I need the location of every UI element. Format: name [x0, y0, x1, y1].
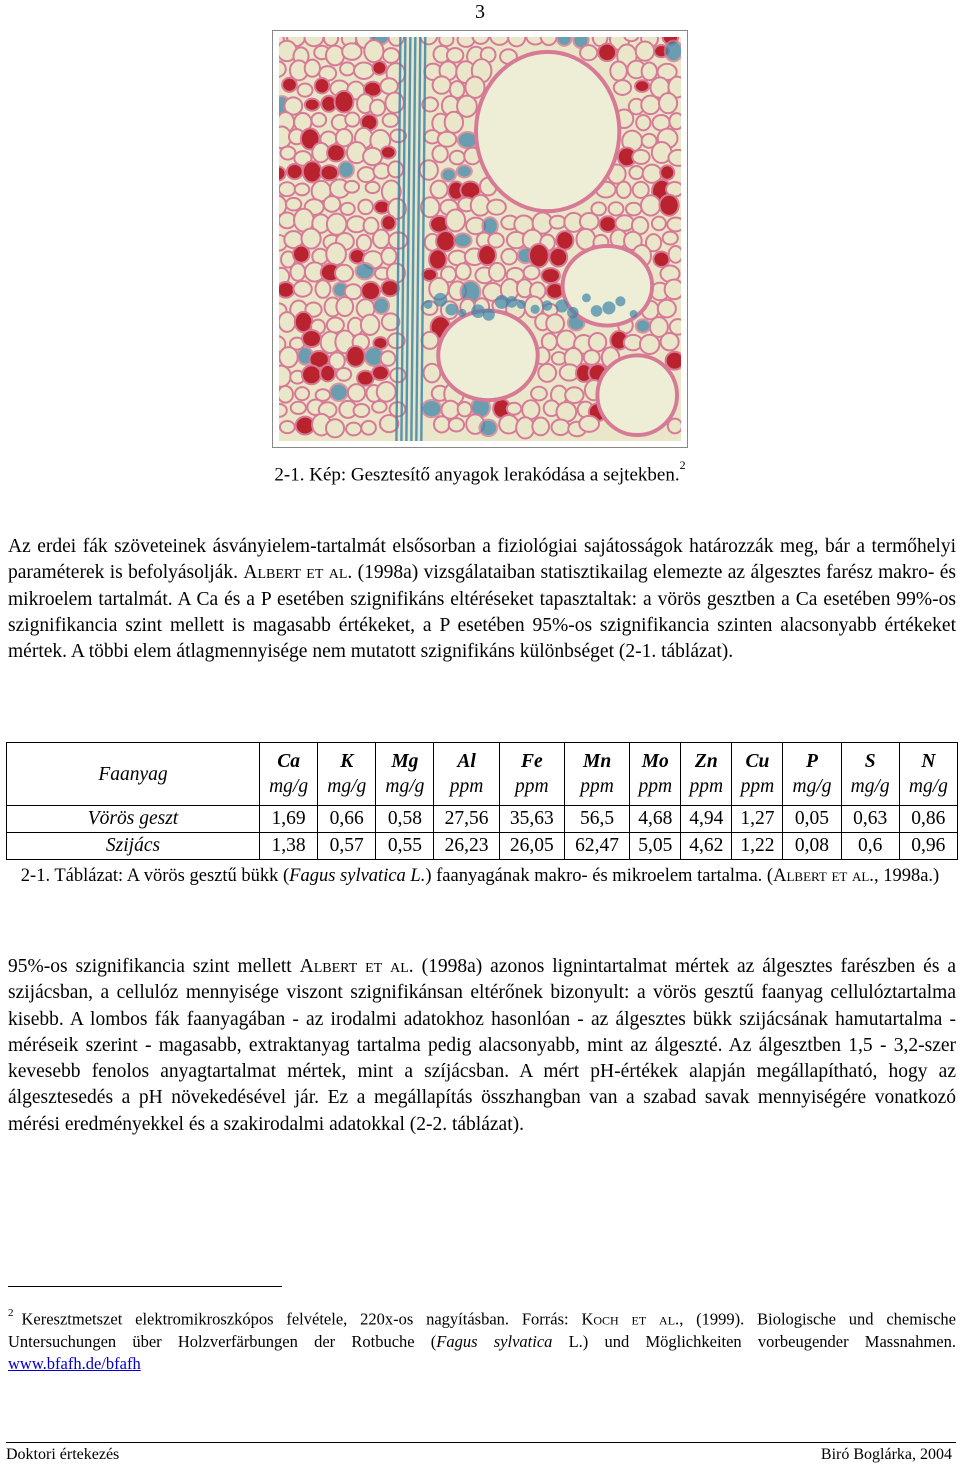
footnote-author: Koch et al.: [581, 1309, 680, 1329]
micrograph-image: [279, 37, 681, 441]
col-element: Al: [457, 751, 476, 772]
col-unit: ppm: [740, 776, 775, 797]
footnote-text-c: L.) und Möglichkeiten vorbeugender Massnahmen.: [552, 1331, 956, 1351]
table-cell: 0,86: [899, 806, 957, 833]
table-col-header-5: [564, 743, 629, 806]
col-element: Zn: [694, 751, 718, 772]
table-col-header-0: [260, 743, 318, 806]
paragraph-2: [8, 954, 956, 1138]
table-cell: 4,94: [681, 806, 732, 833]
table-cell: 0,96: [899, 833, 957, 860]
paragraph-2-text-a: 95%-os szignifikancia szint mellett: [8, 956, 300, 977]
table-cell: 27,56: [434, 806, 499, 833]
table-caption-c: , 1998a.): [873, 866, 940, 886]
table-cell: 26,05: [499, 833, 564, 860]
col-unit: ppm: [580, 776, 614, 797]
table-cell: 56,5: [564, 806, 629, 833]
paragraph-1-text-b: (1998a) vizsgálataiban statisztikailag elemezte az álgesztes farész makro- és mikroelem tartalmát. A Ca és a P esetében szignifikáns eltéréseket tapasztaltak: a vörös gesztben a Ca esetében 99%-os szignifikancia szint mellett is magasabb értékeket, a P esetében 95%-os szignifikancia szinten alacsonyabb értékeket mértek. A többi elem átlagmennyisége nem mutatott szignifikáns különbséget (2-1. táblázat).: [8, 562, 956, 663]
col-element: Cu: [745, 751, 770, 772]
table-caption-author: Albert et al.: [773, 866, 874, 886]
table-col-header-11: [899, 743, 957, 806]
table-cell: 1,27: [732, 806, 783, 833]
table-cell: 0,58: [376, 806, 434, 833]
table-cell: 0,63: [841, 806, 899, 833]
footnote: [8, 1304, 956, 1375]
table-col-header-10: [841, 743, 899, 806]
table-cell: 4,68: [630, 806, 681, 833]
table-caption: [0, 864, 960, 888]
table-cell: 0,6: [841, 833, 899, 860]
table-row: [7, 806, 958, 833]
paragraph-1-text-a: Az erdei fák szöveteinek ásványielem-tartalmát elsősorban a fiziológiai sajátosságok határozzák meg, bár a termőhelyi paraméterek is befolyásolják.: [8, 536, 956, 584]
paragraph-1: [8, 534, 956, 665]
footer-separator: [6, 1442, 956, 1443]
figure-caption-text: 2-1. Kép: Gesztesítő anyagok lerakódása a sejtekben.: [274, 464, 680, 486]
table-col-header-1: [318, 743, 376, 806]
table-caption-b: ) faanyagának makro- és mikroelem tartalma. (: [425, 866, 774, 886]
table-cell: 5,05: [630, 833, 681, 860]
col-element: Fe: [521, 751, 543, 772]
col-element: S: [864, 751, 876, 772]
footnote-link[interactable]: www.bfafh.de/bfafh: [8, 1353, 141, 1373]
col-unit: ppm: [689, 776, 724, 797]
footer-left: Doktori értekezés: [6, 1446, 120, 1463]
page-number: 3: [475, 1, 485, 23]
table-cell: 0,66: [318, 806, 376, 833]
table-cell: 26,23: [434, 833, 499, 860]
table-col-header-2: [376, 743, 434, 806]
table-col-header-9: [783, 743, 841, 806]
table-cell: 62,47: [564, 833, 629, 860]
col-unit: mg/g: [850, 776, 890, 797]
table-caption-a: 2-1. Táblázat: A vörös gesztű bükk (: [20, 866, 290, 886]
table-col-header-3: [434, 743, 499, 806]
footnote-ref: 2: [679, 458, 686, 472]
col-unit: ppm: [515, 776, 549, 797]
col-element: N: [921, 751, 936, 772]
table-cell: 0,55: [376, 833, 434, 860]
col-unit: ppm: [449, 776, 484, 797]
col-unit: mg/g: [908, 776, 948, 797]
footnote-separator: [8, 1286, 282, 1287]
col-unit: ppm: [638, 776, 673, 797]
col-element: Mo: [641, 751, 669, 772]
paragraph-1-author: Albert et al.: [243, 562, 353, 584]
table-cell: 1,38: [260, 833, 318, 860]
micrograph-figure: [272, 30, 688, 448]
table-col-header-7: [681, 743, 732, 806]
table-caption-species: Fagus sylvatica L.: [289, 866, 426, 886]
table-cell: 0,05: [783, 806, 841, 833]
element-table: [6, 742, 958, 860]
footer-right: Biró Boglárka, 2004: [820, 1446, 952, 1463]
footnote-species: Fagus sylvatica: [436, 1331, 553, 1351]
table-cell: 35,63: [499, 806, 564, 833]
paragraph-2-text-b: (1998a) azonos lignintartalmat mértek az álgesztes farészben és a szijácsban, a cellulóz mennyisége viszont szignifikánsan eltérőnek bizonyult: a vörös gesztű faanyag cellulóztartalma kisebb. A lombos fák faanyagában - az irodalmi adatokhoz hasonlóan - az álgesztes bükk szijácsának hamutartalma - méréseik szerint - magasabb, extraktanyag tartalma pedig alacsonyabb, mint az álgeszté. Az álgesztben 1,5 - 3,2-szer kevesebb fenolos anyagtartalmat mértek, mint a szíjácsban. A mért pH-értékek alapján megállapítható, hogy az álgesztesedés a pH növekedésével jár. Ez a megállapítás összhangban van a szabad savak mennyiségére vonatkozó mérési eredményekkel és a szakirodalmi adatokkal (2-2. táblázat).: [8, 956, 956, 1135]
col-unit: mg/g: [385, 776, 425, 797]
table-cell: 4,62: [681, 833, 732, 860]
table-col-header-8: [732, 743, 783, 806]
footnote-text-a: Keresztmetszet elektromikroszkópos felvétele, 220x-os nagyításban. Forrás:: [21, 1309, 582, 1329]
figure-caption: [0, 458, 960, 486]
col-unit: mg/g: [269, 776, 309, 797]
table-cell: 0,08: [783, 833, 841, 860]
footnote-text-b: , (1999). Biologische und chemische Untersuchungen über Holzverfärbungen der Rotbuche (: [8, 1309, 956, 1351]
col-element: Mn: [583, 751, 612, 772]
col-element: Ca: [277, 751, 300, 772]
table-col-header-4: [499, 743, 564, 806]
col-element: K: [340, 751, 354, 772]
table-row-name: Vörös geszt: [7, 806, 260, 833]
paragraph-2-author: Albert et al.: [299, 956, 414, 977]
table-cell: 0,57: [318, 833, 376, 860]
col-element: P: [806, 751, 818, 772]
table-col-header-6: [630, 743, 681, 806]
table-row: [7, 833, 958, 860]
table-row-name: Szijács: [7, 833, 260, 860]
table-corner-header: Faanyag: [7, 743, 260, 806]
col-unit: mg/g: [327, 776, 367, 797]
table-cell: 1,22: [732, 833, 783, 860]
col-element: Mg: [391, 751, 419, 772]
footnote-number: 2: [8, 1307, 14, 1319]
col-unit: mg/g: [792, 776, 832, 797]
table-cell: 1,69: [260, 806, 318, 833]
table-header-row: [7, 743, 958, 806]
